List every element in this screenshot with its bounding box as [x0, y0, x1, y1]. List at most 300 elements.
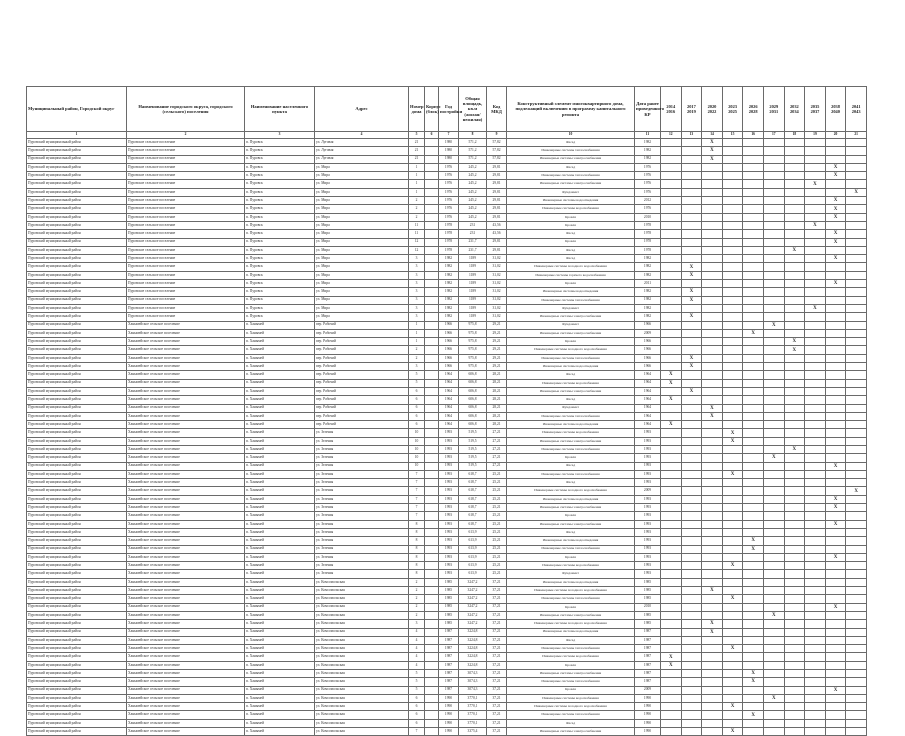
period-mark-cell: X	[763, 321, 784, 329]
period-mark-cell	[722, 694, 743, 702]
last-repair-date-cell: 1993	[635, 528, 661, 536]
table-row	[27, 545, 867, 553]
period-mark-cell	[743, 578, 764, 586]
area-cell: 975,8	[459, 338, 487, 346]
settlement-cell: Ханымейское сельское поселение	[127, 628, 245, 636]
table-row	[27, 238, 867, 246]
period-mark-cell	[702, 470, 723, 478]
house-number-cell: 6	[409, 412, 425, 420]
period-mark-cell	[743, 412, 764, 420]
structural-element-cell: Кровля	[507, 221, 635, 229]
period-mark-cell	[846, 603, 867, 611]
address-cell: ул. Комсомольская	[315, 661, 409, 669]
locality-cell: п. Пуровск	[245, 147, 315, 155]
district-cell: Пуровский муниципальный район	[27, 578, 127, 586]
period-mark-cell	[846, 221, 867, 229]
period-mark-cell	[825, 562, 846, 570]
mkd-code-cell: 37,21	[487, 719, 507, 727]
area-cell: 231,7	[459, 246, 487, 254]
area-cell: 1189	[459, 271, 487, 279]
block-cell	[425, 495, 439, 503]
period-mark-cell	[702, 728, 723, 736]
period-mark-cell	[805, 387, 826, 395]
period-mark-cell	[825, 346, 846, 354]
column-header: Наименование городского округа, городского (сельского) поселения	[127, 87, 245, 132]
table-row	[27, 379, 867, 387]
address-cell: ул. Мира	[315, 230, 409, 238]
period-mark-cell	[661, 728, 682, 736]
period-mark-cell	[681, 346, 702, 354]
period-mark-cell	[763, 587, 784, 595]
period-mark-cell	[825, 288, 846, 296]
year-built-cell: 1993	[439, 545, 459, 553]
year-built-cell: 1982	[439, 296, 459, 304]
period-mark-cell	[702, 645, 723, 653]
period-mark-cell	[743, 429, 764, 437]
structural-element-cell: Инженерные системы водоснабжения	[507, 694, 635, 702]
period-mark-cell	[681, 578, 702, 586]
settlement-cell: Ханымейское сельское поселение	[127, 611, 245, 619]
settlement-cell: Ханымейское сельское поселение	[127, 670, 245, 678]
period-mark-cell	[763, 528, 784, 536]
period-mark-cell	[846, 387, 867, 395]
area-cell: 245,2	[459, 188, 487, 196]
period-mark-cell	[661, 180, 682, 188]
settlement-cell: Ханымейское сельское поселение	[127, 570, 245, 578]
table-row	[27, 205, 867, 213]
period-mark-cell	[805, 139, 826, 147]
period-mark-cell	[661, 703, 682, 711]
area-cell: 606,8	[459, 421, 487, 429]
period-mark-cell	[702, 719, 723, 727]
table-row	[27, 587, 867, 595]
period-mark-cell: X	[784, 445, 805, 453]
period-mark-cell	[661, 545, 682, 553]
period-mark-cell	[722, 421, 743, 429]
period-mark-cell	[784, 296, 805, 304]
year-built-cell: 1987	[439, 661, 459, 669]
period-mark-cell	[681, 172, 702, 180]
address-cell: пер. Рабочий	[315, 321, 409, 329]
table-row	[27, 653, 867, 661]
period-mark-cell: X	[743, 545, 764, 553]
period-mark-cell	[661, 255, 682, 263]
district-cell: Пуровский муниципальный район	[27, 454, 127, 462]
block-cell	[425, 462, 439, 470]
address-cell: ул. Зеленая	[315, 512, 409, 520]
structural-element-cell: Инженерные системы водоотведения	[507, 363, 635, 371]
period-mark-cell: X	[743, 678, 764, 686]
period-mark-cell	[784, 570, 805, 578]
year-built-cell: 1990	[439, 694, 459, 702]
period-mark-cell	[805, 246, 826, 254]
period-mark-cell	[805, 379, 826, 387]
period-mark-cell	[825, 694, 846, 702]
period-mark-cell	[805, 504, 826, 512]
house-number-cell: 3	[409, 255, 425, 263]
last-repair-date-cell: 2012	[635, 197, 661, 205]
period-mark-cell	[722, 321, 743, 329]
table-row	[27, 288, 867, 296]
period-mark-cell	[784, 371, 805, 379]
house-number-cell: 3	[409, 296, 425, 304]
column-number: 11	[635, 132, 661, 139]
address-cell: ул. Мира	[315, 221, 409, 229]
house-number-cell: 5	[409, 371, 425, 379]
period-mark-cell	[681, 711, 702, 719]
period-mark-cell	[784, 562, 805, 570]
year-built-cell: 1964	[439, 396, 459, 404]
period-mark-cell	[702, 230, 723, 238]
period-mark-cell: X	[661, 371, 682, 379]
last-repair-date-cell: 1964	[635, 379, 661, 387]
period-mark-cell	[784, 578, 805, 586]
settlement-cell: Ханымейское сельское поселение	[127, 454, 245, 462]
period-mark-cell	[784, 139, 805, 147]
table-row	[27, 537, 867, 545]
year-built-cell: 1982	[439, 304, 459, 312]
address-cell: пер. Рабочий	[315, 379, 409, 387]
house-number-cell: 6	[409, 694, 425, 702]
structural-element-cell: Инженерные системы теплоснабжения	[507, 595, 635, 603]
block-cell	[425, 678, 439, 686]
capital-repair-register-table	[26, 86, 867, 736]
mkd-code-cell: 37,21	[487, 711, 507, 719]
period-mark-cell	[825, 703, 846, 711]
period-mark-cell	[743, 694, 764, 702]
period-mark-cell: X	[805, 221, 826, 229]
year-built-cell: 1990	[439, 711, 459, 719]
structural-element-cell: Инженерные системы электроснабжения	[507, 611, 635, 619]
period-mark-cell	[784, 396, 805, 404]
period-mark-cell	[846, 587, 867, 595]
period-mark-cell	[681, 445, 702, 453]
period-mark-cell	[681, 321, 702, 329]
settlement-cell: Ханымейское сельское поселение	[127, 587, 245, 595]
period-mark-cell	[722, 520, 743, 528]
address-cell: ул. Комсомольская	[315, 686, 409, 694]
settlement-cell: Ханымейское сельское поселение	[127, 462, 245, 470]
period-mark-cell	[681, 719, 702, 727]
column-header: Код МКД	[487, 87, 507, 132]
period-mark-cell	[661, 611, 682, 619]
period-mark-cell	[681, 653, 702, 661]
period-mark-cell	[681, 246, 702, 254]
period-mark-cell	[784, 280, 805, 288]
settlement-cell: Пуровское сельское поселение	[127, 172, 245, 180]
period-mark-cell	[722, 263, 743, 271]
column-header: Номер дома	[409, 87, 425, 132]
structural-element-cell: Инженерные системы электроснабжения	[507, 313, 635, 321]
mkd-code-cell: 57,82	[487, 147, 507, 155]
period-mark-cell	[743, 728, 764, 736]
period-mark-cell	[743, 620, 764, 628]
last-repair-date-cell: 1976	[635, 172, 661, 180]
block-cell	[425, 321, 439, 329]
period-mark-cell	[763, 163, 784, 171]
period-mark-cell	[805, 155, 826, 163]
period-mark-cell: X	[681, 354, 702, 362]
period-mark-cell	[661, 495, 682, 503]
structural-element-cell: Фасад	[507, 719, 635, 727]
period-mark-cell	[846, 346, 867, 354]
block-cell	[425, 412, 439, 420]
period-mark-cell	[784, 728, 805, 736]
area-cell: 3770,1	[459, 703, 487, 711]
period-mark-cell	[846, 728, 867, 736]
locality-cell: п. Пуровск	[245, 188, 315, 196]
address-cell: ул. Зеленая	[315, 528, 409, 536]
period-mark-cell	[702, 288, 723, 296]
block-cell	[425, 562, 439, 570]
period-mark-cell	[661, 570, 682, 578]
locality-cell: п. Ханымей	[245, 396, 315, 404]
period-mark-cell	[805, 537, 826, 545]
table-row	[27, 221, 867, 229]
period-mark-cell	[784, 454, 805, 462]
mkd-code-cell: 29,81	[487, 205, 507, 213]
mkd-code-cell: 29,81	[487, 163, 507, 171]
period-mark-cell	[805, 661, 826, 669]
last-repair-date-cell: 1966	[635, 346, 661, 354]
period-mark-cell	[784, 620, 805, 628]
last-repair-date-cell: 1964	[635, 404, 661, 412]
period-mark-cell	[722, 230, 743, 238]
period-mark-cell	[661, 139, 682, 147]
period-mark-cell	[722, 653, 743, 661]
period-mark-cell: X	[825, 553, 846, 561]
period-mark-cell	[722, 139, 743, 147]
period-mark-cell	[722, 620, 743, 628]
settlement-cell: Ханымейское сельское поселение	[127, 379, 245, 387]
period-mark-cell	[681, 728, 702, 736]
block-cell	[425, 487, 439, 495]
locality-cell: п. Ханымей	[245, 454, 315, 462]
district-cell: Пуровский муниципальный район	[27, 587, 127, 595]
area-cell: 3224,8	[459, 661, 487, 669]
column-header: Конструктивный элемент многоквартирного дома, подлежащий включению в программу капитального ремонта	[507, 87, 635, 132]
period-mark-cell	[722, 711, 743, 719]
period-mark-cell	[743, 321, 764, 329]
block-cell	[425, 470, 439, 478]
district-cell: Пуровский муниципальный район	[27, 363, 127, 371]
period-mark-cell	[681, 694, 702, 702]
period-mark-cell	[661, 620, 682, 628]
period-mark-cell	[661, 520, 682, 528]
last-repair-date-cell: 1993	[635, 562, 661, 570]
period-mark-cell	[743, 487, 764, 495]
period-mark-cell	[763, 221, 784, 229]
settlement-cell: Ханымейское сельское поселение	[127, 537, 245, 545]
mkd-code-cell: 57,82	[487, 155, 507, 163]
period-mark-cell: X	[825, 205, 846, 213]
house-number-cell: 12	[409, 238, 425, 246]
last-repair-date-cell: 1964	[635, 396, 661, 404]
period-mark-cell	[743, 180, 764, 188]
year-built-cell: 1993	[439, 562, 459, 570]
block-cell	[425, 520, 439, 528]
period-mark-cell	[681, 495, 702, 503]
settlement-cell: Ханымейское сельское поселение	[127, 504, 245, 512]
period-mark-cell	[763, 512, 784, 520]
period-mark-cell	[784, 520, 805, 528]
locality-cell: п. Пуровск	[245, 163, 315, 171]
table-row	[27, 346, 867, 354]
structural-element-cell: Фасад	[507, 371, 635, 379]
period-mark-cell	[722, 255, 743, 263]
address-cell: ул. Мира	[315, 288, 409, 296]
locality-cell: п. Ханымей	[245, 653, 315, 661]
period-mark-cell	[722, 404, 743, 412]
address-cell: ул. Комсомольская	[315, 611, 409, 619]
last-repair-date-cell: 1982	[635, 255, 661, 263]
period-mark-cell: X	[805, 304, 826, 312]
year-built-cell: 1978	[439, 230, 459, 238]
period-mark-cell	[784, 686, 805, 694]
area-cell: 245,2	[459, 197, 487, 205]
period-mark-cell	[763, 329, 784, 337]
period-mark-cell	[805, 479, 826, 487]
period-mark-cell	[743, 221, 764, 229]
column-number: 8	[459, 132, 487, 139]
period-mark-cell	[681, 670, 702, 678]
column-number: 10	[507, 132, 635, 139]
year-built-cell: 1966	[439, 363, 459, 371]
period-mark-cell	[702, 213, 723, 221]
house-number-cell: 21	[409, 147, 425, 155]
address-cell: ул. Мира	[315, 304, 409, 312]
period-mark-cell	[661, 645, 682, 653]
column-header: Муниципальный район, Городской округ	[27, 87, 127, 132]
period-mark-cell	[743, 396, 764, 404]
block-cell	[425, 387, 439, 395]
district-cell: Пуровский муниципальный район	[27, 172, 127, 180]
locality-cell: п. Пуровск	[245, 304, 315, 312]
address-cell: ул. Комсомольская	[315, 703, 409, 711]
area-cell: 606,8	[459, 404, 487, 412]
period-mark-cell	[702, 338, 723, 346]
period-mark-cell	[763, 678, 784, 686]
period-mark-cell	[846, 396, 867, 404]
period-mark-cell	[784, 329, 805, 337]
settlement-cell: Ханымейское сельское поселение	[127, 429, 245, 437]
district-cell: Пуровский муниципальный район	[27, 711, 127, 719]
period-mark-cell	[825, 661, 846, 669]
address-cell: ул. Зеленая	[315, 495, 409, 503]
period-mark-cell	[661, 678, 682, 686]
column-number: 15	[722, 132, 743, 139]
period-mark-cell	[846, 255, 867, 263]
locality-cell: п. Ханымей	[245, 495, 315, 503]
last-repair-date-cell: 2009	[635, 487, 661, 495]
last-repair-date-cell: 1985	[635, 595, 661, 603]
structural-element-cell: Инженерные системы холодного водоснабжения	[507, 703, 635, 711]
period-mark-cell	[805, 230, 826, 238]
area-cell: 618,7	[459, 504, 487, 512]
period-mark-cell	[743, 172, 764, 180]
period-mark-cell	[743, 379, 764, 387]
period-mark-cell	[661, 354, 682, 362]
table-row	[27, 313, 867, 321]
period-mark-cell	[846, 155, 867, 163]
district-cell: Пуровский муниципальный район	[27, 528, 127, 536]
period-mark-cell	[661, 487, 682, 495]
period-mark-cell	[681, 280, 702, 288]
period-mark-cell	[846, 437, 867, 445]
last-repair-date-cell: 1966	[635, 321, 661, 329]
mkd-code-cell: 25,21	[487, 512, 507, 520]
structural-element-cell: Инженерные системы теплоснабжения	[507, 445, 635, 453]
last-repair-date-cell: 1985	[635, 620, 661, 628]
period-mark-cell	[846, 686, 867, 694]
period-mark-cell	[784, 288, 805, 296]
table-row	[27, 553, 867, 561]
structural-element-cell: Инженерные системы холодного водоснабжения	[507, 587, 635, 595]
area-cell: 3224,8	[459, 645, 487, 653]
district-cell: Пуровский муниципальный район	[27, 188, 127, 196]
period-mark-cell	[661, 462, 682, 470]
year-built-cell: 1980	[439, 139, 459, 147]
mkd-code-cell: 29,81	[487, 180, 507, 188]
period-mark-cell	[825, 620, 846, 628]
structural-element-cell: Инженерные системы электроснабжения	[507, 437, 635, 445]
locality-cell: п. Пуровск	[245, 205, 315, 213]
area-cell: 613,9	[459, 562, 487, 570]
settlement-cell: Пуровское сельское поселение	[127, 205, 245, 213]
period-mark-cell	[763, 437, 784, 445]
period-mark-cell	[661, 636, 682, 644]
address-cell: ул. Зеленая	[315, 487, 409, 495]
last-repair-date-cell: 1993	[635, 454, 661, 462]
year-built-cell: 1976	[439, 172, 459, 180]
table-row	[27, 520, 867, 528]
mkd-code-cell: 31,02	[487, 263, 507, 271]
period-mark-cell	[722, 504, 743, 512]
settlement-cell: Ханымейское сельское поселение	[127, 578, 245, 586]
house-number-cell: 8	[409, 520, 425, 528]
period-mark-cell	[661, 197, 682, 205]
period-mark-cell	[784, 205, 805, 213]
structural-element-cell: Кровля	[507, 553, 635, 561]
period-mark-cell	[743, 263, 764, 271]
period-mark-cell	[846, 719, 867, 727]
year-built-cell: 1966	[439, 346, 459, 354]
period-mark-cell	[743, 611, 764, 619]
block-cell	[425, 188, 439, 196]
period-mark-cell	[722, 363, 743, 371]
mkd-code-cell: 29,81	[487, 246, 507, 254]
period-mark-cell	[846, 197, 867, 205]
address-cell: ул. Комсомольская	[315, 578, 409, 586]
settlement-cell: Ханымейское сельское поселение	[127, 354, 245, 362]
period-mark-cell	[805, 719, 826, 727]
period-mark-cell	[661, 479, 682, 487]
area-cell: 1189	[459, 255, 487, 263]
period-mark-cell	[805, 645, 826, 653]
period-mark-cell	[661, 296, 682, 304]
period-mark-cell	[722, 495, 743, 503]
period-mark-cell	[681, 603, 702, 611]
house-number-cell: 3	[409, 288, 425, 296]
settlement-cell: Ханымейское сельское поселение	[127, 396, 245, 404]
year-built-cell: 1993	[439, 479, 459, 487]
house-number-cell: 1	[409, 338, 425, 346]
block-cell	[425, 205, 439, 213]
period-mark-cell	[763, 595, 784, 603]
period-mark-cell	[805, 495, 826, 503]
period-mark-cell	[763, 445, 784, 453]
block-cell	[425, 147, 439, 155]
